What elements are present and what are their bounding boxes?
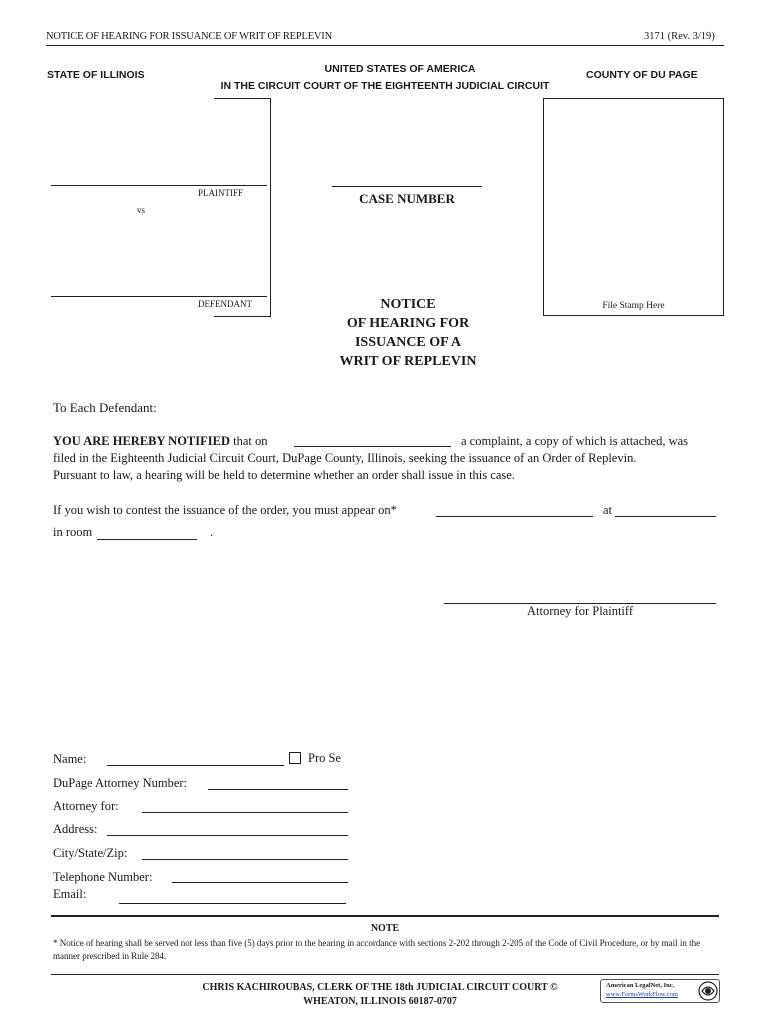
attorney-signature-label: Attorney for Plaintiff [527,604,633,618]
notified-line [53,434,268,449]
form-title: NOTICE OF HEARING FOR ISSUANCE OF WRIT OF REPLEVIN [46,31,332,42]
file-stamp-label: File Stamp Here [602,301,665,311]
defendant-label: DEFENDANT [198,299,252,309]
title-line-2: OF HEARING FOR [346,316,470,331]
name-field[interactable] [107,751,284,766]
in-room-label: in room [53,525,93,539]
complaint-date-field[interactable] [294,432,451,447]
name-label: Name: [53,752,87,766]
file-stamp-box [543,98,724,316]
note-rule [51,915,719,917]
body-line-3: Pursuant to law, a hearing will be held to determine whether an order shall issue in this case. [53,468,515,482]
at-label: at [603,503,613,517]
footer-address: WHEATON, ILLINOIS 60187-0707 [303,996,457,1007]
notified-that-on: that on [230,434,268,448]
attorney-for-label: Attorney for: [53,799,119,813]
case-number-field[interactable] [332,172,482,187]
title-line-3: ISSUANCE OF A [354,335,462,350]
pro-se-checkbox[interactable] [289,752,301,764]
attorney-number-label: DuPage Attorney Number: [53,776,188,790]
document-title [290,295,526,371]
header-rule [46,45,724,46]
email-label: Email: [53,887,87,901]
attorney-signature-field[interactable] [444,589,716,604]
contest-text: If you wish to contest the issuance of the order, you must appear on* [53,503,397,517]
case-number-label: CASE NUMBER [359,191,455,206]
plaintiff-label: PLAINTIFF [198,188,244,198]
plaintiff-line [51,185,267,186]
appear-date-field[interactable] [436,502,593,517]
attorney-for-field[interactable] [142,798,348,813]
vs-label: vs [137,205,146,215]
defendant-line [51,296,267,297]
footer-clerk: CHRIS KACHIROUBAS, CLERK OF THE 18th JUDICIAL CIRCUIT COURT © [202,982,558,993]
city-label: City/State/Zip: [53,846,128,860]
email-field[interactable] [119,889,346,904]
publisher-name: American LegalNet, Inc. [606,982,675,989]
phone-field[interactable] [172,868,348,883]
address-field[interactable] [107,821,348,836]
appear-time-field[interactable] [615,502,716,517]
circuit-label: IN THE CIRCUIT COURT OF THE EIGHTEENTH JUDICIAL CIRCUIT [220,80,550,92]
parties-top-line [214,98,271,99]
room-field[interactable] [97,525,197,540]
phone-label: Telephone Number: [53,870,153,884]
pro-se-label: Pro Se [308,751,341,765]
greeting: To Each Defendant: [53,400,157,415]
note-heading: NOTE [370,923,400,934]
parties-divider [270,98,271,316]
note-text: * Notice of hearing shall be served not less than five (5) days prior to the hearing in accordance with sections 2-202 through 2-205 of the Code of Civil Procedure, or by mail in the manner prescribed in Rule 284. [53,938,701,961]
attorney-number-field[interactable] [208,775,348,790]
county-label: COUNTY OF DU PAGE [586,69,698,81]
title-line-4: WRIT OF REPLEVIN [339,354,477,369]
country-label: UNITED STATES OF AMERICA [324,63,476,75]
publisher-url[interactable]: www.FormsWorkFlow.com [606,991,678,998]
city-field[interactable] [142,845,348,860]
notified-bold: YOU ARE HEREBY NOTIFIED [53,434,230,448]
parties-bottom-line [214,316,271,317]
period: . [210,525,214,539]
title-line-1: NOTICE [380,297,436,312]
publisher-logo-icon [698,981,718,1001]
body-line-2: filed in the Eighteenth Judicial Circuit Court, DuPage County, Illinois, seeking the issuance of an Order of Replevin. [53,451,637,465]
publisher-box [600,979,720,1003]
complaint-text: a complaint, a copy of which is attached, was [461,434,689,448]
address-label: Address: [53,822,98,836]
state-label: STATE OF ILLINOIS [47,69,145,81]
footer-rule [51,974,719,975]
form-number: 3171 (Rev. 3/19) [644,31,715,42]
